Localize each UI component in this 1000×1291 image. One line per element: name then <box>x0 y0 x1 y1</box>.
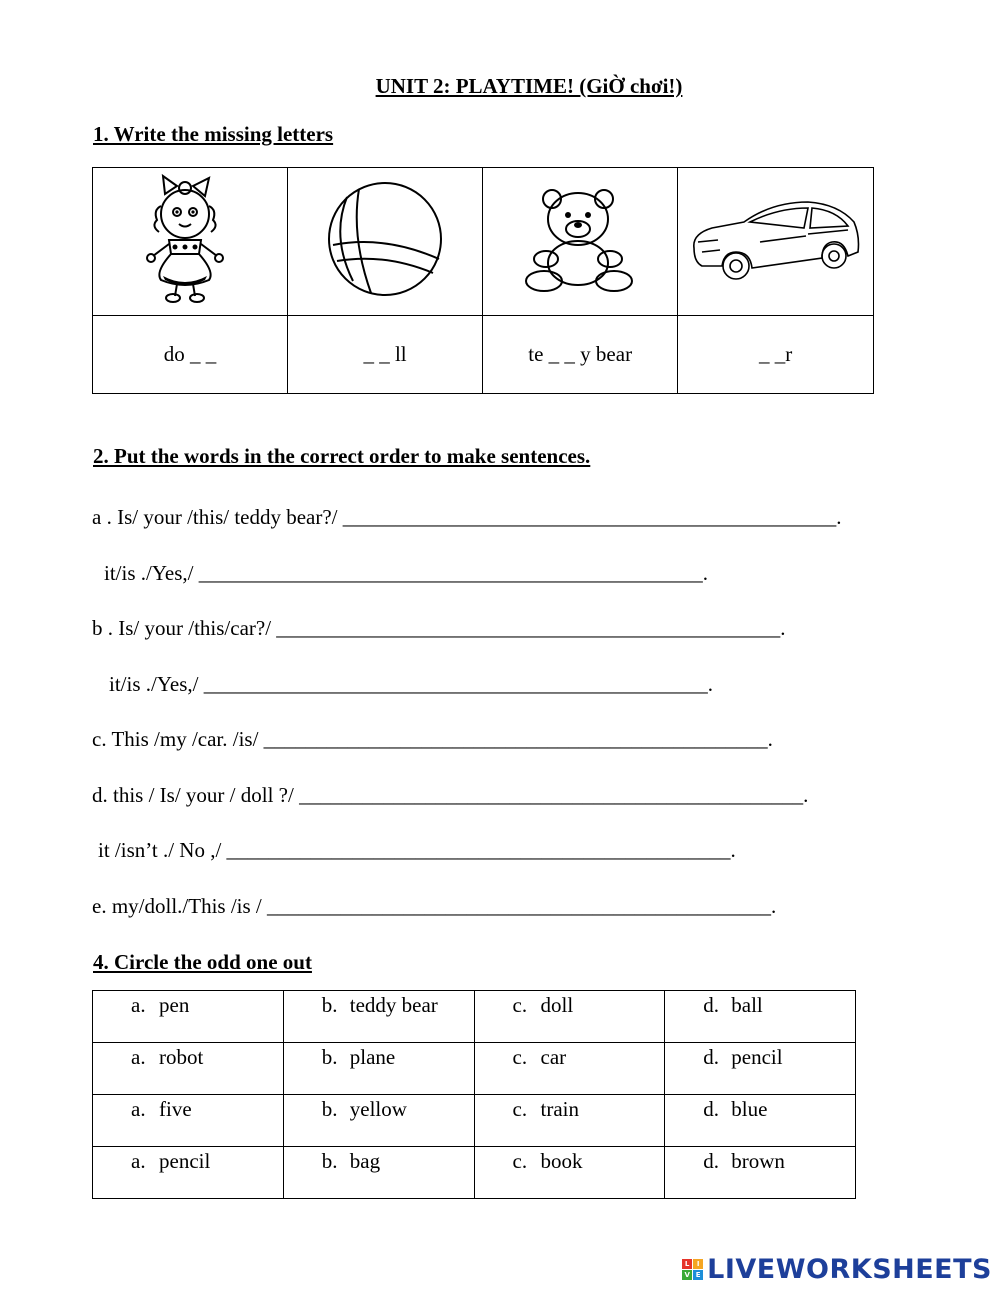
option-letter: d. <box>703 1149 719 1173</box>
sentence-line-b-answer: it/is ./Yes,/ ________________________________________________. <box>109 672 713 696</box>
option-word: pencil <box>731 1045 783 1069</box>
option-word: pen <box>159 993 190 1017</box>
option-word: doll <box>540 993 574 1017</box>
option-word: teddy bear <box>349 993 438 1017</box>
option-letter: d. <box>703 1045 719 1069</box>
logo-mark-letter: I <box>693 1259 703 1269</box>
missing-word-4: _ _r <box>678 316 874 394</box>
missing-word-1: do _ _ <box>93 316 288 394</box>
option-word: plane <box>349 1045 396 1069</box>
missing-word-3: te _ _ y bear <box>483 316 678 394</box>
option-cell[interactable] <box>474 991 665 1043</box>
sentence-line-e: e. my/doll./This /is / ________________________________________________. <box>92 894 777 918</box>
option-cell[interactable] <box>665 991 856 1043</box>
sentence-line-d-answer: it /isn’t ./ No ,/ ________________________________________________. <box>98 838 736 862</box>
option-cell[interactable] <box>283 1043 474 1095</box>
option-cell[interactable] <box>283 1147 474 1199</box>
doll-picture <box>135 172 245 307</box>
option-word: pencil <box>159 1149 211 1173</box>
teddy-bear-picture <box>522 185 638 293</box>
section4-heading: 4. Circle the odd one out <box>93 950 312 974</box>
option-letter: a. <box>131 1097 146 1121</box>
option-cell[interactable] <box>93 991 284 1043</box>
option-cell[interactable] <box>283 991 474 1043</box>
option-cell[interactable] <box>474 1147 665 1199</box>
table-row <box>93 991 856 1043</box>
odd-one-out-table <box>92 990 856 1199</box>
missing-letters-table <box>92 167 874 394</box>
logo-mark-letter: V <box>682 1270 692 1280</box>
missing-word-2: _ _ ll <box>288 316 483 394</box>
option-word: blue <box>731 1097 768 1121</box>
option-word: yellow <box>349 1097 407 1121</box>
option-word: bag <box>349 1149 381 1173</box>
car-cell <box>678 168 874 316</box>
option-word: car <box>540 1045 567 1069</box>
teddy-bear-cell <box>483 168 678 316</box>
option-letter: d. <box>703 993 719 1017</box>
sentence-line-a: a . Is/ your /this/ teddy bear?/ _______________________________________________. <box>92 505 842 529</box>
option-cell[interactable] <box>665 1043 856 1095</box>
option-word: robot <box>159 1045 204 1069</box>
option-letter: a. <box>131 1045 146 1069</box>
option-word: train <box>540 1097 579 1121</box>
option-cell[interactable] <box>665 1095 856 1147</box>
table-row <box>93 1095 856 1147</box>
doll-cell <box>93 168 288 316</box>
sentence-line-b: b . Is/ your /this/car?/ ________________________________________________. <box>92 616 786 640</box>
car-picture <box>688 196 864 282</box>
table-row <box>93 1147 856 1199</box>
option-cell[interactable] <box>93 1043 284 1095</box>
page-title: UNIT 2: PLAYTIME! (GiỜ chơi!) <box>375 74 683 98</box>
option-cell[interactable] <box>93 1095 284 1147</box>
logo-mark-letter: L <box>682 1259 692 1269</box>
option-letter: a. <box>131 1149 146 1173</box>
option-letter: c. <box>512 1097 528 1121</box>
option-letter: b. <box>321 1097 338 1121</box>
sentence-line-d: d. this / Is/ your / doll ?/ ________________________________________________. <box>92 783 809 807</box>
section1-heading: 1. Write the missing letters <box>93 122 334 146</box>
option-word: book <box>540 1149 583 1173</box>
option-letter: b. <box>321 1149 338 1173</box>
option-word: ball <box>731 993 763 1017</box>
option-word: brown <box>731 1149 785 1173</box>
option-letter: c. <box>512 993 528 1017</box>
option-cell[interactable] <box>474 1043 665 1095</box>
option-cell[interactable] <box>93 1147 284 1199</box>
option-cell[interactable] <box>474 1095 665 1147</box>
option-word: five <box>159 1097 192 1121</box>
logo-mark-letter: E <box>693 1270 703 1280</box>
liveworksheets-logo[interactable] <box>682 1254 992 1285</box>
option-cell[interactable] <box>665 1147 856 1199</box>
ball-cell <box>288 168 483 316</box>
sentence-line-c: c. This /my /car. /is/ ________________________________________________. <box>92 727 773 751</box>
table-row <box>93 1043 856 1095</box>
sentence-line-a-answer: it/is ./Yes,/ ________________________________________________. <box>104 561 708 585</box>
logo-text: LIVEWORKSHEETS <box>707 1254 992 1285</box>
section2-heading: 2. Put the words in the correct order to make sentences. <box>93 444 591 468</box>
ball-picture <box>325 177 445 301</box>
option-letter: d. <box>703 1097 719 1121</box>
option-letter: c. <box>512 1045 528 1069</box>
option-letter: b. <box>321 993 338 1017</box>
option-cell[interactable] <box>283 1095 474 1147</box>
logo-mark-icon <box>682 1259 703 1280</box>
option-letter: b. <box>321 1045 338 1069</box>
option-letter: a. <box>131 993 146 1017</box>
option-letter: c. <box>512 1149 528 1173</box>
